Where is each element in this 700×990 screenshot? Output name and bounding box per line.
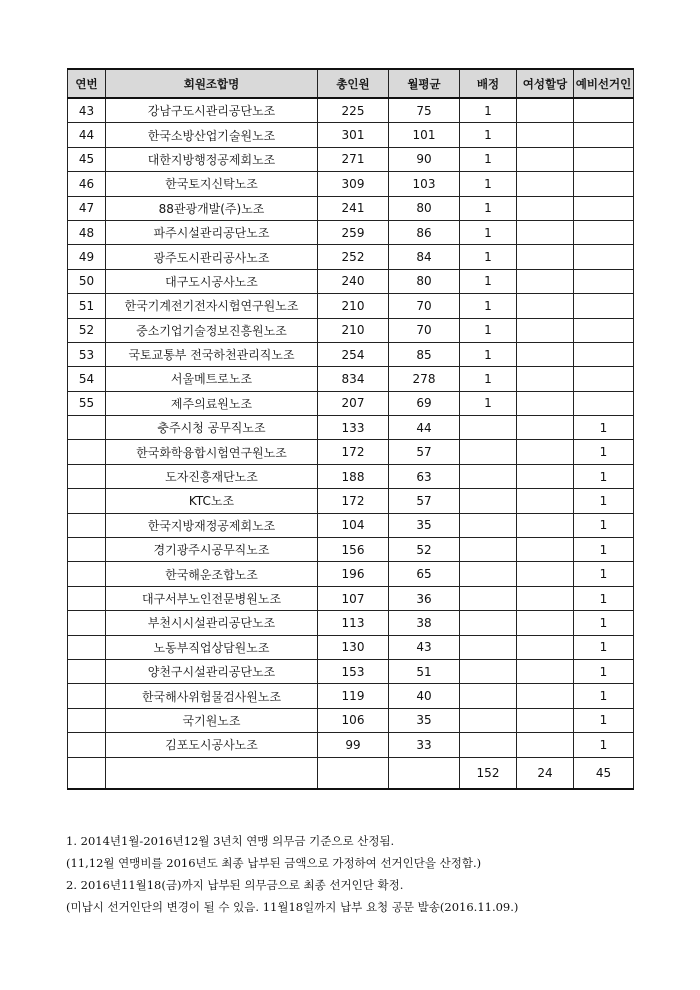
cell-monthly-average: 35 xyxy=(389,708,460,732)
cell-total-members: 309 xyxy=(318,172,389,196)
cell-allocation: 1 xyxy=(460,294,517,318)
cell-total-members: 188 xyxy=(318,464,389,488)
cell-women-quota xyxy=(517,489,574,513)
cell-union-name: 88관광개발(주)노조 xyxy=(106,196,318,220)
col-header-number: 연번 xyxy=(68,69,106,98)
cell-allocation xyxy=(460,513,517,537)
table-row xyxy=(68,172,634,196)
cell-monthly-average: 84 xyxy=(389,245,460,269)
cell-monthly-average: 75 xyxy=(389,98,460,123)
cell-reserve-elector: 1 xyxy=(574,513,634,537)
cell-union-name: 국토교통부 전국하천관리직노조 xyxy=(106,342,318,366)
table-row xyxy=(68,220,634,244)
note-line: (11,12월 연맹비를 2016년도 최종 납부된 금액으로 가정하여 선거인단을 산정함.) xyxy=(66,856,482,870)
cell-women-quota xyxy=(517,562,574,586)
cell-total-members: 104 xyxy=(318,513,389,537)
cell-reserve-elector xyxy=(574,342,634,366)
cell-total-members: 172 xyxy=(318,489,389,513)
cell-number xyxy=(68,538,106,562)
table-row xyxy=(68,733,634,757)
cell-union-name: 도자진흥재단노조 xyxy=(106,464,318,488)
cell-union-name: 국기원노조 xyxy=(106,708,318,732)
cell-reserve-elector xyxy=(574,294,634,318)
note-line: 2. 2016년11월18(금)까지 납부된 의무금으로 최종 선거인단 확정. xyxy=(66,878,404,892)
cell-number: 52 xyxy=(68,318,106,342)
table-body xyxy=(68,98,634,789)
cell-monthly-average: 52 xyxy=(389,538,460,562)
cell-number: 47 xyxy=(68,196,106,220)
cell-reserve-elector xyxy=(574,220,634,244)
totals-row xyxy=(68,757,634,789)
cell-union-name: 노동부직업상담원노조 xyxy=(106,635,318,659)
cell-reserve-elector xyxy=(574,147,634,171)
cell-women-quota xyxy=(517,611,574,635)
cell-reserve-elector: 1 xyxy=(574,635,634,659)
note-line: 1. 2014년1월-2016년12월 3년치 연맹 의무금 기준으로 산정됨. xyxy=(66,834,395,848)
cell-reserve-elector: 1 xyxy=(574,611,634,635)
cell-total-members: 271 xyxy=(318,147,389,171)
cell-total-members: 156 xyxy=(318,538,389,562)
cell-reserve-elector: 1 xyxy=(574,684,634,708)
table-row xyxy=(68,538,634,562)
cell-number: 50 xyxy=(68,269,106,293)
cell-allocation xyxy=(460,538,517,562)
cell-reserve-elector xyxy=(574,123,634,147)
cell-allocation xyxy=(460,440,517,464)
cell-union-name: 한국해사위험물검사원노조 xyxy=(106,684,318,708)
cell-allocation xyxy=(460,586,517,610)
cell-allocation xyxy=(460,684,517,708)
cell-reserve-elector: 1 xyxy=(574,562,634,586)
cell-number: 51 xyxy=(68,294,106,318)
note-line: (미납시 선거인단의 변경이 될 수 있음. 11월18일까지 납부 요청 공문 발송(2016.11.09.) xyxy=(66,900,519,914)
cell-total-members: 99 xyxy=(318,733,389,757)
cell-reserve-elector xyxy=(574,391,634,415)
cell-monthly-average: 35 xyxy=(389,513,460,537)
table-row xyxy=(68,440,634,464)
table-row xyxy=(68,416,634,440)
cell-allocation: 1 xyxy=(460,172,517,196)
cell-monthly-average: 63 xyxy=(389,464,460,488)
cell-total-members: 241 xyxy=(318,196,389,220)
cell-allocation: 1 xyxy=(460,196,517,220)
cell-reserve-elector: 1 xyxy=(574,489,634,513)
table-row xyxy=(68,98,634,123)
cell-allocation xyxy=(460,708,517,732)
cell-women-quota xyxy=(517,367,574,391)
cell-number: 55 xyxy=(68,391,106,415)
col-header-monthly-average: 월평균 xyxy=(389,69,460,98)
cell-women-quota xyxy=(517,391,574,415)
total-cell-number xyxy=(68,757,106,789)
cell-union-name: KTC노조 xyxy=(106,489,318,513)
cell-reserve-elector: 1 xyxy=(574,733,634,757)
cell-total-members: 254 xyxy=(318,342,389,366)
cell-women-quota xyxy=(517,440,574,464)
cell-women-quota xyxy=(517,684,574,708)
total-cell-monthly-average xyxy=(389,757,460,789)
cell-union-name: 서울메트로노조 xyxy=(106,367,318,391)
cell-union-name: 한국화학융합시험연구원노조 xyxy=(106,440,318,464)
cell-women-quota xyxy=(517,586,574,610)
table-row xyxy=(68,196,634,220)
cell-women-quota xyxy=(517,147,574,171)
cell-women-quota xyxy=(517,294,574,318)
table-row xyxy=(68,489,634,513)
cell-union-name: 중소기업기술정보진흥원노조 xyxy=(106,318,318,342)
total-cell-union-name xyxy=(106,757,318,789)
cell-monthly-average: 44 xyxy=(389,416,460,440)
cell-number: 43 xyxy=(68,98,106,123)
table-row xyxy=(68,269,634,293)
col-header-women-quota: 여성할당 xyxy=(517,69,574,98)
cell-reserve-elector xyxy=(574,269,634,293)
cell-monthly-average: 70 xyxy=(389,318,460,342)
cell-monthly-average: 85 xyxy=(389,342,460,366)
cell-women-quota xyxy=(517,635,574,659)
cell-women-quota xyxy=(517,708,574,732)
cell-number xyxy=(68,708,106,732)
cell-allocation: 1 xyxy=(460,391,517,415)
cell-total-members: 133 xyxy=(318,416,389,440)
cell-women-quota xyxy=(517,513,574,537)
col-header-reserve-elector: 예비선거인 xyxy=(574,69,634,98)
table-row xyxy=(68,367,634,391)
cell-allocation: 1 xyxy=(460,147,517,171)
cell-monthly-average: 38 xyxy=(389,611,460,635)
cell-monthly-average: 80 xyxy=(389,196,460,220)
cell-monthly-average: 65 xyxy=(389,562,460,586)
col-header-union-name: 회원조합명 xyxy=(106,69,318,98)
cell-number: 53 xyxy=(68,342,106,366)
cell-total-members: 240 xyxy=(318,269,389,293)
cell-number xyxy=(68,586,106,610)
cell-monthly-average: 80 xyxy=(389,269,460,293)
cell-women-quota xyxy=(517,220,574,244)
cell-women-quota xyxy=(517,659,574,683)
cell-monthly-average: 90 xyxy=(389,147,460,171)
table-row xyxy=(68,684,634,708)
table-row xyxy=(68,318,634,342)
cell-total-members: 119 xyxy=(318,684,389,708)
cell-union-name: 대구도시공사노조 xyxy=(106,269,318,293)
cell-monthly-average: 43 xyxy=(389,635,460,659)
cell-total-members: 106 xyxy=(318,708,389,732)
footnotes xyxy=(66,830,666,918)
total-cell-total-members xyxy=(318,757,389,789)
cell-total-members: 210 xyxy=(318,294,389,318)
cell-women-quota xyxy=(517,245,574,269)
cell-total-members: 301 xyxy=(318,123,389,147)
cell-allocation xyxy=(460,489,517,513)
cell-number: 44 xyxy=(68,123,106,147)
cell-women-quota xyxy=(517,196,574,220)
cell-number xyxy=(68,684,106,708)
cell-women-quota xyxy=(517,123,574,147)
cell-total-members: 107 xyxy=(318,586,389,610)
table-header-row xyxy=(68,69,634,98)
table-row xyxy=(68,586,634,610)
cell-total-members: 196 xyxy=(318,562,389,586)
cell-monthly-average: 57 xyxy=(389,440,460,464)
table-row xyxy=(68,611,634,635)
cell-union-name: 부천시시설관리공단노조 xyxy=(106,611,318,635)
table-row xyxy=(68,708,634,732)
cell-total-members: 130 xyxy=(318,635,389,659)
cell-number xyxy=(68,659,106,683)
cell-total-members: 207 xyxy=(318,391,389,415)
table-row xyxy=(68,147,634,171)
cell-monthly-average: 101 xyxy=(389,123,460,147)
cell-union-name: 한국지방재정공제회노조 xyxy=(106,513,318,537)
table-row xyxy=(68,391,634,415)
cell-women-quota xyxy=(517,538,574,562)
cell-allocation xyxy=(460,733,517,757)
cell-monthly-average: 70 xyxy=(389,294,460,318)
cell-number xyxy=(68,611,106,635)
col-header-total-members: 총인원 xyxy=(318,69,389,98)
cell-number: 48 xyxy=(68,220,106,244)
electorate-table xyxy=(67,68,634,790)
cell-reserve-elector: 1 xyxy=(574,659,634,683)
table-row xyxy=(68,635,634,659)
cell-number xyxy=(68,464,106,488)
cell-reserve-elector: 1 xyxy=(574,464,634,488)
cell-allocation xyxy=(460,464,517,488)
cell-union-name: 한국기계전기전자시험연구원노조 xyxy=(106,294,318,318)
cell-allocation: 1 xyxy=(460,367,517,391)
cell-reserve-elector xyxy=(574,196,634,220)
cell-reserve-elector: 1 xyxy=(574,416,634,440)
cell-allocation: 1 xyxy=(460,342,517,366)
cell-number xyxy=(68,562,106,586)
cell-union-name: 광주도시관리공사노조 xyxy=(106,245,318,269)
cell-union-name: 한국해운조합노조 xyxy=(106,562,318,586)
cell-union-name: 충주시청 공무직노조 xyxy=(106,416,318,440)
cell-number xyxy=(68,635,106,659)
cell-total-members: 210 xyxy=(318,318,389,342)
col-header-allocation: 배정 xyxy=(460,69,517,98)
cell-number: 54 xyxy=(68,367,106,391)
cell-union-name: 강남구도시관리공단노조 xyxy=(106,98,318,123)
table-row xyxy=(68,659,634,683)
cell-allocation xyxy=(460,416,517,440)
cell-allocation xyxy=(460,611,517,635)
cell-allocation: 1 xyxy=(460,269,517,293)
cell-monthly-average: 36 xyxy=(389,586,460,610)
table-row xyxy=(68,342,634,366)
cell-reserve-elector xyxy=(574,98,634,123)
cell-reserve-elector xyxy=(574,367,634,391)
table-row xyxy=(68,245,634,269)
cell-monthly-average: 33 xyxy=(389,733,460,757)
cell-reserve-elector: 1 xyxy=(574,586,634,610)
cell-total-members: 172 xyxy=(318,440,389,464)
cell-women-quota xyxy=(517,269,574,293)
table-row xyxy=(68,464,634,488)
cell-total-members: 113 xyxy=(318,611,389,635)
cell-number xyxy=(68,416,106,440)
cell-women-quota xyxy=(517,416,574,440)
cell-union-name: 김포도시공사노조 xyxy=(106,733,318,757)
total-cell-allocation: 152 xyxy=(460,757,517,789)
cell-reserve-elector: 1 xyxy=(574,440,634,464)
cell-women-quota xyxy=(517,172,574,196)
table-row xyxy=(68,294,634,318)
cell-reserve-elector xyxy=(574,172,634,196)
cell-total-members: 153 xyxy=(318,659,389,683)
cell-total-members: 225 xyxy=(318,98,389,123)
cell-union-name: 한국토지신탁노조 xyxy=(106,172,318,196)
cell-union-name: 파주시설관리공단노조 xyxy=(106,220,318,244)
cell-allocation xyxy=(460,635,517,659)
cell-union-name: 경기광주시공무직노조 xyxy=(106,538,318,562)
total-cell-women-quota: 24 xyxy=(517,757,574,789)
cell-women-quota xyxy=(517,342,574,366)
cell-monthly-average: 40 xyxy=(389,684,460,708)
cell-number xyxy=(68,733,106,757)
cell-monthly-average: 86 xyxy=(389,220,460,244)
cell-monthly-average: 51 xyxy=(389,659,460,683)
cell-monthly-average: 69 xyxy=(389,391,460,415)
cell-union-name: 대한지방행정공제회노조 xyxy=(106,147,318,171)
cell-union-name: 양천구시설관리공단노조 xyxy=(106,659,318,683)
cell-reserve-elector xyxy=(574,318,634,342)
cell-total-members: 834 xyxy=(318,367,389,391)
cell-number: 49 xyxy=(68,245,106,269)
cell-allocation xyxy=(460,562,517,586)
table-row xyxy=(68,513,634,537)
cell-reserve-elector: 1 xyxy=(574,708,634,732)
cell-number xyxy=(68,513,106,537)
cell-allocation: 1 xyxy=(460,98,517,123)
total-cell-reserve-elector: 45 xyxy=(574,757,634,789)
cell-union-name: 제주의료원노조 xyxy=(106,391,318,415)
table-row xyxy=(68,562,634,586)
cell-union-name: 대구서부노인전문병원노조 xyxy=(106,586,318,610)
cell-union-name: 한국소방산업기술원노조 xyxy=(106,123,318,147)
cell-women-quota xyxy=(517,98,574,123)
cell-reserve-elector xyxy=(574,245,634,269)
cell-allocation: 1 xyxy=(460,318,517,342)
cell-women-quota xyxy=(517,318,574,342)
cell-number: 46 xyxy=(68,172,106,196)
cell-number xyxy=(68,489,106,513)
cell-allocation: 1 xyxy=(460,220,517,244)
cell-allocation: 1 xyxy=(460,245,517,269)
cell-monthly-average: 278 xyxy=(389,367,460,391)
cell-allocation: 1 xyxy=(460,123,517,147)
cell-reserve-elector: 1 xyxy=(574,538,634,562)
cell-monthly-average: 103 xyxy=(389,172,460,196)
cell-total-members: 259 xyxy=(318,220,389,244)
cell-women-quota xyxy=(517,733,574,757)
cell-number: 45 xyxy=(68,147,106,171)
cell-monthly-average: 57 xyxy=(389,489,460,513)
table-row xyxy=(68,123,634,147)
cell-number xyxy=(68,440,106,464)
cell-women-quota xyxy=(517,464,574,488)
cell-total-members: 252 xyxy=(318,245,389,269)
cell-allocation xyxy=(460,659,517,683)
